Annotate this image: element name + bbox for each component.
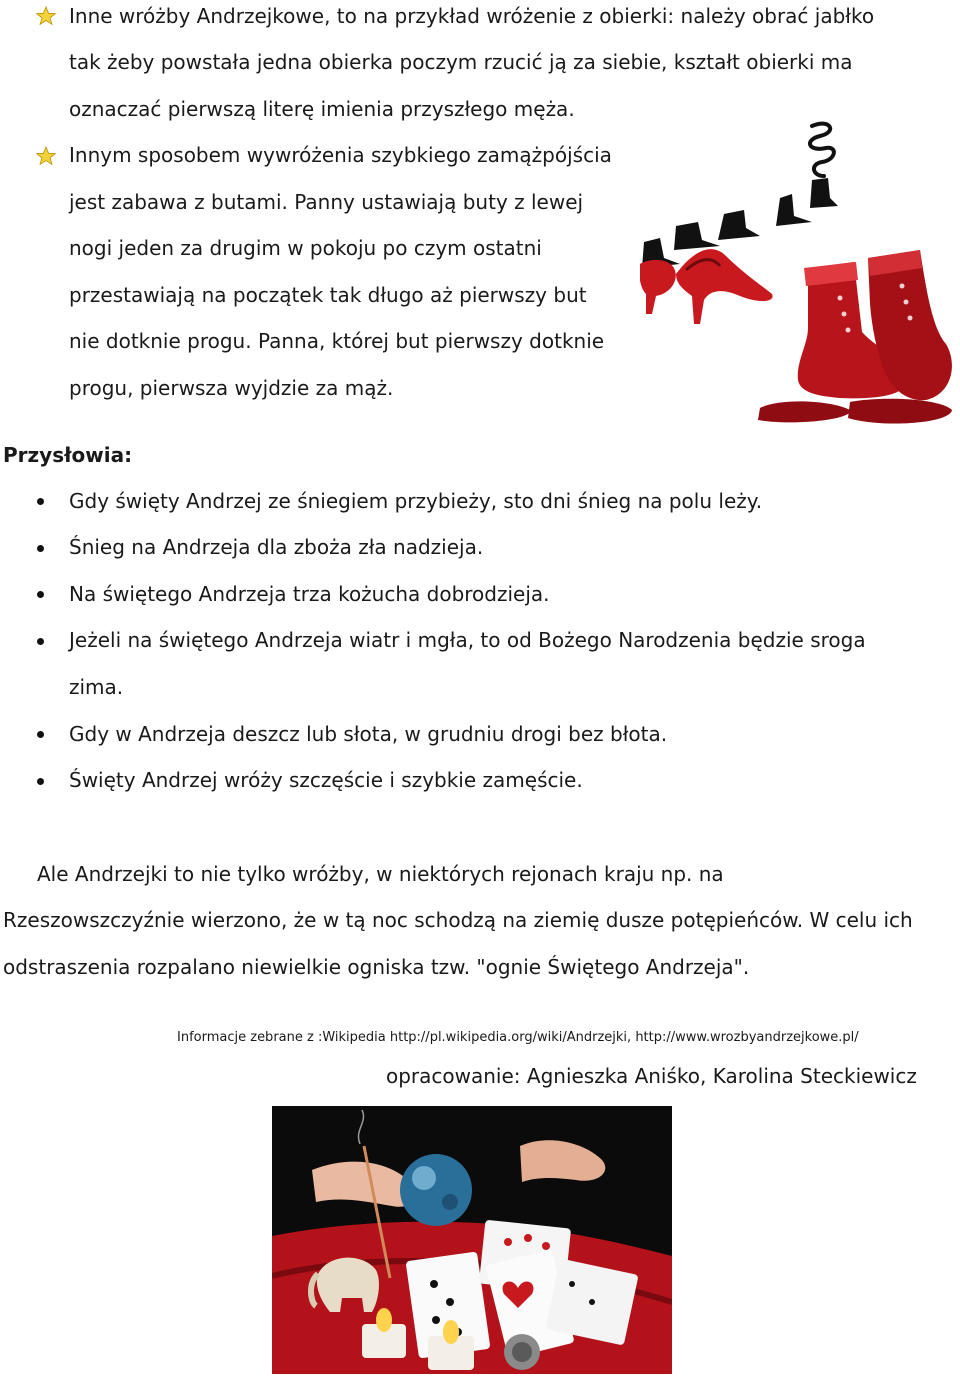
wrozby-item2-line: przestawiają na początek tak długo aż pierwszy but bbox=[69, 283, 587, 307]
proverb-item: Gdy święty Andrzej ze śniegiem przybieży, sto dni śnieg na polu leży. bbox=[69, 489, 763, 513]
paragraph-line: Rzeszowszczyźnie wierzono, że w tą noc schodzą na ziemię dusze potępieńców. W celu ich bbox=[3, 908, 913, 932]
bullet-icon bbox=[37, 591, 44, 598]
proverb-item: Święty Andrzej wróży szczęście i szybkie zamęście. bbox=[69, 768, 583, 792]
authors-line: opracowanie: Agnieszka Aniśko, Karolina Steckiewicz bbox=[386, 1064, 917, 1088]
proverb-item: Jeżeli na świętego Andrzeja wiatr i mgła, to od Bożego Narodzenia będzie sroga bbox=[69, 628, 866, 652]
wrozby-item1-line: Inne wróżby Andrzejkowe, to na przykład wróżenie z obierki: należy obrać jabłko bbox=[69, 4, 875, 28]
bullet-icon bbox=[37, 545, 44, 552]
shoes-illustration bbox=[640, 118, 956, 438]
wrozby-item2-line: nie dotknie progu. Panna, której but pierwszy dotknie bbox=[69, 329, 605, 353]
bullet-icon bbox=[37, 731, 44, 738]
proverb-item: Gdy w Andrzeja deszcz lub słota, w grudniu drogi bez błota. bbox=[69, 722, 668, 746]
fortune-telling-photo bbox=[272, 1106, 672, 1374]
wrozby-item1-line: tak żeby powstała jedna obierka poczym rzucić ją za siebie, kształt obierki ma bbox=[69, 50, 853, 74]
bullet-icon bbox=[37, 638, 44, 645]
proverb-item: Na świętego Andrzeja trza kożucha dobrodzieja. bbox=[69, 582, 550, 606]
wrozby-item1-line: oznaczać pierwszą literę imienia przyszłego męża. bbox=[69, 97, 575, 121]
wrozby-item2-line: jest zabawa z butami. Panny ustawiają buty z lewej bbox=[69, 190, 584, 214]
bullet-icon bbox=[37, 778, 44, 785]
proverb-item: Śnieg na Andrzeja dla zboża zła nadzieja. bbox=[69, 535, 484, 559]
wrozby-item2-line: nogi jeden za drugim w pokoju po czym ostatni bbox=[69, 236, 542, 260]
star-bullet-icon bbox=[36, 6, 56, 26]
sources-note: Informacje zebrane z :Wikipedia http://pl.wikipedia.org/wiki/Andrzejki, http://www.wrozbyandrzejkowe.pl/ bbox=[177, 1030, 859, 1045]
proverb-item-continuation: zima. bbox=[69, 675, 124, 699]
star-bullet-icon bbox=[36, 146, 56, 166]
section-heading: Przysłowia: bbox=[3, 443, 133, 467]
bullet-icon bbox=[37, 498, 44, 505]
paragraph-line: odstraszenia rozpalano niewielkie ogniska tzw. "ognie Świętego Andrzeja". bbox=[3, 955, 750, 979]
wrozby-item2-line: Innym sposobem wywróżenia szybkiego zamążpójścia bbox=[69, 143, 612, 167]
wrozby-item2-line: progu, pierwsza wyjdzie za mąż. bbox=[69, 376, 394, 400]
paragraph-line: Ale Andrzejki to nie tylko wróżby, w niektórych rejonach kraju np. na bbox=[37, 862, 724, 886]
